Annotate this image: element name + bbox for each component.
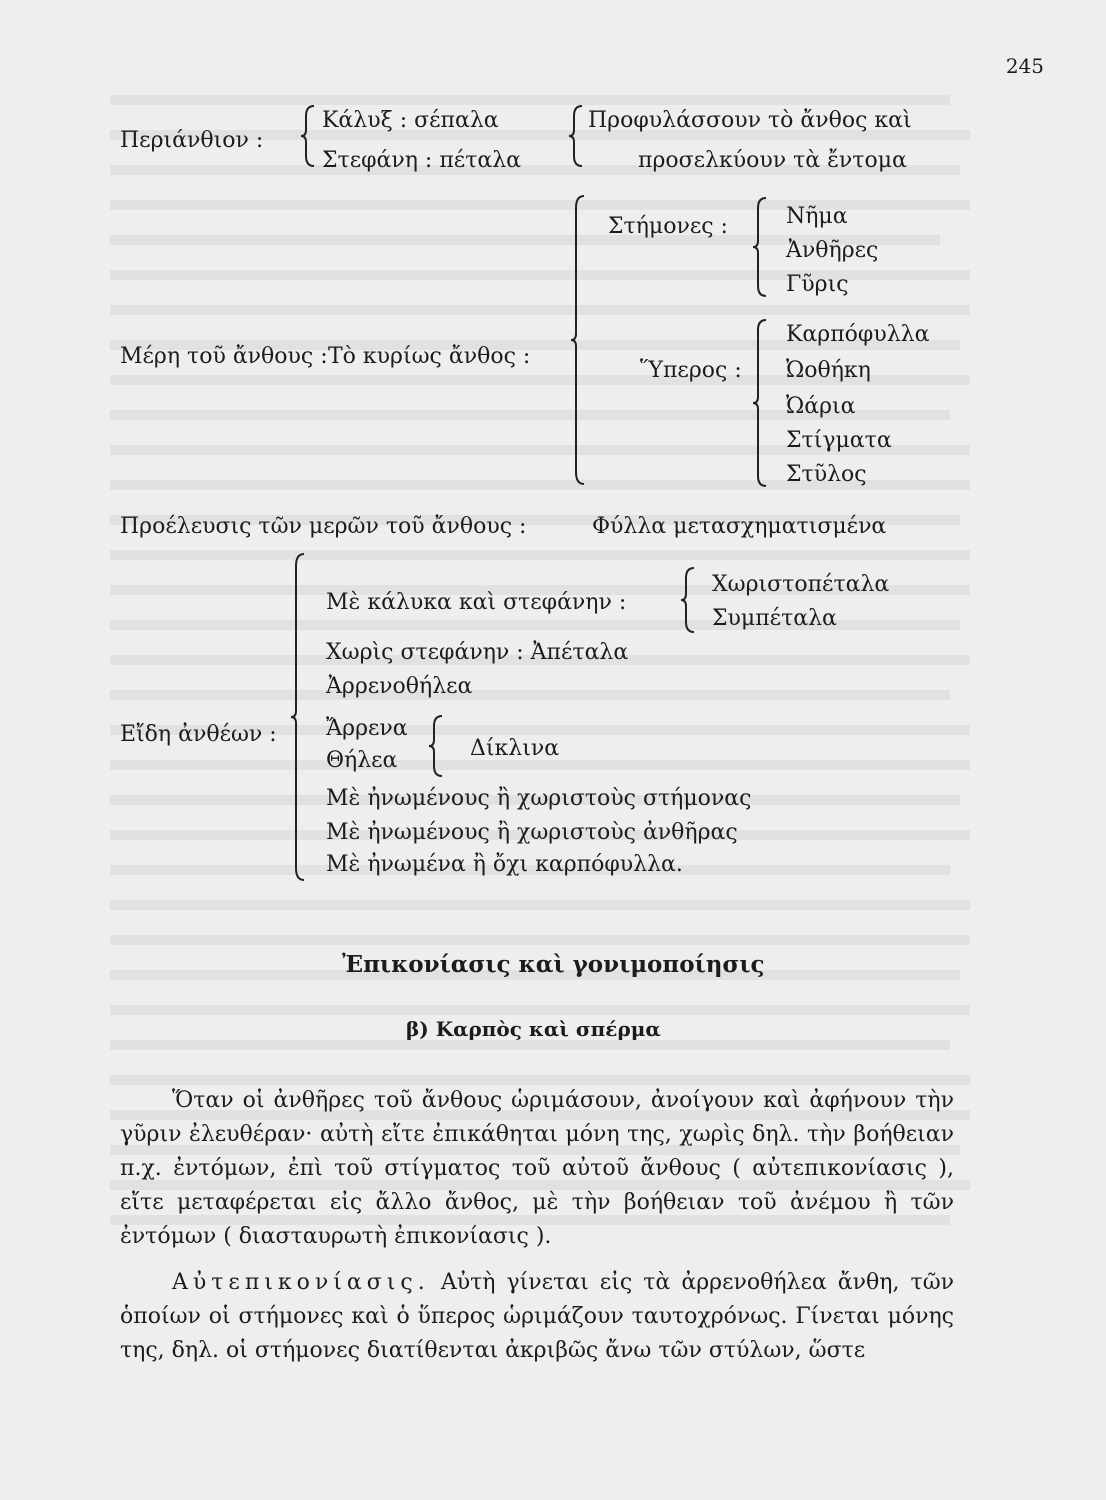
- stamen-part-1: Νῆμα: [786, 204, 848, 229]
- brace-flower-types: [290, 552, 306, 886]
- perianth-label: Περιάνθιον :: [120, 128, 264, 153]
- petal-type-united: Συμπέταλα: [712, 606, 837, 631]
- page-number: 245: [1005, 54, 1044, 78]
- term-self-pollination: Αὐτεπικονίασις.: [172, 1270, 430, 1295]
- brace-perianth: [300, 104, 316, 172]
- brace-function: [568, 104, 584, 172]
- pistil-part-4: Στίγματα: [786, 428, 892, 453]
- function-line-1: Προφυλάσσουν τὸ ἄνθος καὶ: [588, 108, 912, 133]
- body-text: [120, 1084, 954, 1368]
- anthers-union-type: Μὲ ἠνωμένους ἢ χωριστοὺς ἀνθῆρας: [326, 820, 738, 845]
- paragraph-self-pollination: [120, 1266, 954, 1368]
- pistil-part-3: Ὠάρια: [786, 394, 856, 419]
- calyx-item: Κάλυξ : σέπαλα: [322, 108, 499, 133]
- pistil-part-2: Ὠοθήκη: [786, 358, 871, 383]
- origin-value: Φύλλα μετασχηματισμένα: [592, 514, 887, 539]
- origin-label: Προέλευσις τῶν μερῶν τοῦ ἄνθους :: [120, 514, 527, 539]
- stamens-union-type: Μὲ ἠνωμένους ἢ χωριστοὺς στήμονας: [326, 786, 752, 811]
- female-type: Θήλεα: [326, 748, 398, 773]
- brace-petal-types: [680, 566, 696, 638]
- flower-parts-label: Μέρη τοῦ ἄνθους :: [120, 344, 328, 369]
- brace-flower-proper: [570, 194, 586, 490]
- stamen-part-2: Ἀνθῆρες: [786, 238, 879, 263]
- flower-types-label: Εἴδη ἀνθέων :: [120, 722, 277, 747]
- male-type: Ἄρρενα: [326, 716, 408, 741]
- carpels-union-type: Μὲ ἠνωμένα ἢ ὄχι καρπόφυλλα.: [326, 852, 683, 877]
- corolla-item: Στεφάνη : πέταλα: [322, 148, 522, 173]
- flower-proper-label: Τὸ κυρίως ἄνθος :: [328, 344, 531, 369]
- heading-fruit-seed: β) Καρπὸς καὶ σπέρμα: [406, 1017, 661, 1041]
- stamen-part-3: Γῦρις: [786, 272, 849, 297]
- hermaphrodite-type: Ἀρρενοθήλεα: [326, 674, 473, 699]
- paragraph-pollination: Ὅταν οἱ ἀνθῆρες τοῦ ἄνθους ὡριμάσουν, ἀνοίγουν καὶ ἀφήνουν τὴν γῦριν ἐλευθέραν· αὐτὴ εἴτε ἐπικάθηται μόνη της, χωρὶς δηλ. τὴν βοήθειαν π.χ. ἐντόμων, ἐπὶ τοῦ στίγματος τοῦ αὐτοῦ ἄνθους ( αὐτεπικονίασις ), εἴτε μεταφέρεται εἰς ἄλλο ἄνθος, μὲ τὴν βοήθειαν τοῦ ἀνέμου ἢ τῶν ἐντόμων ( διασταυρωτὴ ἐπικονίασις ).: [120, 1088, 954, 1249]
- brace-pistil: [752, 318, 768, 492]
- dioecious-type: Δίκλινα: [470, 736, 560, 761]
- function-line-2: προσελκύουν τὰ ἔντομα: [638, 148, 907, 173]
- stamens-label: Στήμονες :: [608, 214, 728, 239]
- pistil-part-1: Καρπόφυλλα: [786, 322, 930, 347]
- pistil-part-5: Στῦλος: [786, 462, 867, 487]
- heading-pollination: Ἐπικονίασις καὶ γονιμοποίησις: [342, 951, 765, 978]
- apetalous-type: Χωρὶς στεφάνην : Ἀπέταλα: [326, 640, 629, 665]
- petal-type-separate: Χωριστοπέταλα: [712, 572, 890, 597]
- brace-dioecious: [428, 714, 444, 782]
- paragraph-self-pollination-text: Αὐτὴ γίνεται εἰς τὰ ἀρρενοθήλεα ἄνθη, τῶν ὁποίων οἱ στήμονες καὶ ὁ ὕπερος ὡριμάζουν ταυτοχρόνως. Γίνεται μόνης της, δηλ. οἱ στήμονες διατίθενται ἀκριβῶς ἄνω τῶν στύλων, ὥστε: [120, 1270, 955, 1363]
- calyx-corolla-type: Μὲ κάλυκα καὶ στεφάνην :: [326, 590, 627, 615]
- brace-stamens: [752, 196, 768, 302]
- pistil-label: Ὕπερος :: [640, 358, 742, 383]
